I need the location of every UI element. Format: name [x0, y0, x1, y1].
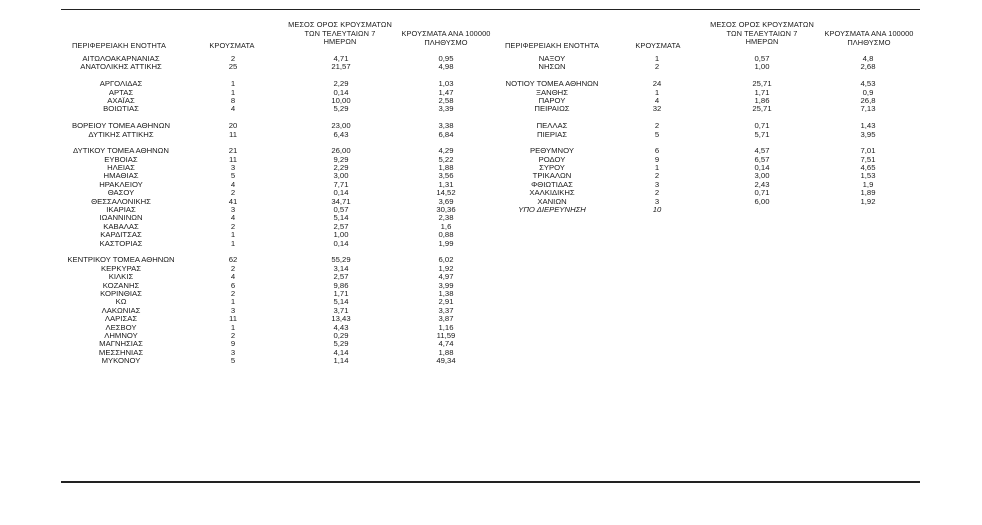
header-region-text: ΠΕΡΙΦΕΡΕΙΑΚΗ ΕΝΟΤΗΤΑ: [505, 41, 599, 50]
table-row: [0, 223, 500, 231]
per-100k-cell: 5,22: [438, 154, 454, 164]
avg-7day-cell: 2,43: [754, 179, 770, 189]
region-name-cell: ΤΡΙΚΑΛΩΝ: [532, 171, 572, 181]
cases-cell: 2: [654, 188, 660, 198]
avg-7day-cell: 1,71: [333, 288, 349, 298]
avg-7day-cell: 5,14: [333, 297, 349, 307]
cases-cell: 62: [228, 255, 238, 265]
per-100k-cell: 1,9: [862, 179, 874, 189]
region-name-cell: ΛΑΡΙΣΑΣ: [104, 314, 138, 324]
region-name-cell: ΘΕΣΣΑΛΟΝΙΚΗΣ: [91, 196, 151, 206]
cases-cell: 2: [654, 171, 660, 181]
per-100k-cell: 7,13: [860, 104, 876, 114]
table-row: [0, 164, 982, 172]
region-name-cell: ΚΕΡΚΥΡΑΣ: [100, 263, 142, 273]
per-100k-cell: 1,03: [438, 79, 454, 89]
table-row: [0, 282, 500, 290]
per-100k-cell: 14,52: [436, 188, 456, 198]
per-100k-cell: 1,31: [438, 179, 454, 189]
spacer-row: [0, 114, 982, 122]
per-100k-cell: 2,68: [860, 62, 876, 72]
avg-7day-cell: 7,71: [333, 179, 349, 189]
table-row: [0, 89, 982, 97]
region-name-cell: ΠΑΡΟΥ: [538, 95, 566, 105]
cases-cell: 32: [652, 104, 662, 114]
per-100k-cell: 26,8: [860, 95, 876, 105]
cases-cell: 3: [230, 347, 236, 357]
header-avg-line-2: ΤΩΝ ΤΕΛΕΥΤΑΙΩΝ 7: [726, 28, 798, 38]
per-100k-cell: 2,91: [438, 297, 454, 307]
cases-cell: 4: [230, 104, 236, 114]
avg-7day-cell: 6,00: [754, 196, 770, 206]
per-100k-cell: 7,51: [860, 154, 876, 164]
cases-cell: 8: [230, 95, 236, 105]
region-name-cell: ΧΑΛΚΙΔΙΚΗΣ: [529, 188, 575, 198]
region-name-cell: ΚΟΖΑΝΗΣ: [102, 280, 140, 290]
header-per-line-1: ΚΡΟΥΣΜΑΤΑ ΑΝΑ 100000: [824, 29, 914, 38]
table-row: [0, 324, 500, 332]
cases-cell: 1: [230, 238, 236, 248]
avg-7day-cell: 4,43: [333, 322, 349, 332]
cases-cell: 11: [229, 154, 237, 164]
region-name-cell: ΞΑΝΘΗΣ: [536, 87, 568, 97]
region-name-cell: ΣΥΡΟΥ: [539, 163, 565, 173]
cases-cell: 4: [230, 213, 236, 223]
cases-cell: 4: [230, 179, 236, 189]
region-name-cell: ΙΩΑΝΝΙΝΩΝ: [99, 213, 143, 223]
cases-cell: 24: [652, 79, 662, 89]
region-name-cell: ΑΝΑΤΟΛΙΚΗΣ ΑΤΤΙΚΗΣ: [80, 62, 162, 72]
table-row: [0, 315, 500, 323]
region-name-cell: ΚΕΝΤΡΙΚΟΥ ΤΟΜΕΑ ΑΘΗΝΩΝ: [67, 255, 175, 265]
region-name-cell: ΚΑΣΤΟΡΙΑΣ: [99, 238, 143, 248]
per-100k-cell: 7,01: [860, 146, 876, 156]
table-row: [0, 80, 982, 88]
region-name-cell: ΗΛΕΙΑΣ: [107, 163, 135, 173]
per-100k-cell: 3,39: [438, 104, 454, 114]
region-name-cell: ΛΑΚΩΝΙΑΣ: [101, 305, 141, 315]
cases-cell: 5: [654, 129, 660, 139]
cases-cell: 3: [230, 305, 236, 315]
table-row: [0, 265, 500, 273]
cases-cell: 2: [230, 330, 236, 340]
table-row: [0, 147, 982, 155]
avg-7day-cell: 2,57: [333, 221, 349, 231]
avg-7day-cell: 25,71: [752, 104, 772, 114]
region-name-cell: ΜΥΚΟΝΟΥ: [101, 356, 141, 366]
avg-7day-cell: 5,29: [333, 104, 349, 114]
region-name-cell: ΡΕΘΥΜΝΟΥ: [530, 146, 574, 156]
per-100k-cell: 30,36: [436, 205, 456, 215]
table-row: [0, 340, 500, 348]
table-row: [0, 273, 500, 281]
avg-7day-cell: 34,71: [331, 196, 351, 206]
per-100k-cell: 1,53: [860, 171, 876, 181]
avg-7day-cell: 1,00: [333, 230, 349, 240]
header-avg-line-3: ΗΜΕΡΩΝ: [745, 37, 779, 46]
region-name-cell: ΜΑΓΝΗΣΙΑΣ: [99, 339, 143, 349]
header-per-line-1: ΚΡΟΥΣΜΑΤΑ ΑΝΑ 100000: [401, 29, 491, 38]
region-name-cell: ΥΠΟ ΔΙΕΡΕΥΝΗΣΗ: [518, 205, 586, 215]
avg-7day-cell: 6,43: [333, 129, 349, 139]
table-row: [0, 189, 982, 197]
avg-7day-cell: 4,71: [333, 54, 349, 63]
cases-cell: 3: [654, 179, 660, 189]
region-name-cell: ΠΙΕΡΙΑΣ: [537, 129, 567, 139]
per-100k-cell: 4,29: [438, 146, 454, 156]
cases-cell: 1: [230, 87, 236, 97]
cases-cell: 11: [229, 314, 237, 324]
avg-7day-cell: 3,00: [754, 171, 770, 181]
avg-7day-cell: 25,71: [752, 79, 772, 89]
per-100k-cell: 3,87: [438, 314, 454, 324]
per-100k-cell: 0,88: [438, 230, 454, 240]
table-row: [0, 181, 982, 189]
left-header-cases: [200, 42, 264, 51]
cases-cell: 21: [228, 146, 238, 156]
table-row: [0, 131, 982, 139]
cases-cell: 1: [230, 297, 236, 307]
region-name-cell: ΒΟΡΕΙΟΥ ΤΟΜΕΑ ΑΘΗΝΩΝ: [71, 121, 171, 131]
per-100k-cell: 2,58: [438, 95, 454, 105]
table-row: [0, 198, 982, 206]
header-avg-line-3: ΗΜΕΡΩΝ: [323, 37, 357, 46]
cases-cell: 10: [652, 205, 662, 215]
cases-cell: 1: [654, 54, 660, 63]
per-100k-cell: 1,88: [438, 163, 454, 173]
table-row: [0, 63, 982, 71]
region-name-cell: ΗΡΑΚΛΕΙΟΥ: [99, 179, 143, 189]
cases-cell: 2: [230, 221, 236, 231]
per-100k-cell: 1,88: [438, 347, 454, 357]
avg-7day-cell: 2,29: [333, 79, 349, 89]
cases-cell: 2: [230, 54, 236, 63]
avg-7day-cell: 0,14: [333, 238, 349, 248]
avg-7day-cell: 0,71: [754, 121, 770, 131]
header-per-line-2: ΠΛΗΘΥΣΜΟ: [847, 37, 891, 47]
region-name-cell: ΙΚΑΡΙΑΣ: [106, 205, 136, 215]
avg-7day-cell: 5,29: [333, 339, 349, 349]
spacer-row: [0, 72, 982, 80]
avg-7day-cell: 0,14: [333, 188, 349, 198]
right-header-region: [497, 42, 607, 51]
cases-cell: 9: [654, 154, 660, 164]
avg-7day-cell: 0,14: [333, 87, 349, 97]
cases-cell: 41: [228, 196, 238, 206]
avg-7day-cell: 23,00: [331, 121, 351, 131]
right-table-body: [0, 55, 982, 214]
header-avg-line-1: ΜΕΣΟΣ ΟΡΟΣ ΚΡΟΥΣΜΑΤΩΝ: [288, 20, 392, 29]
table-row: [0, 349, 500, 357]
cases-cell: 2: [230, 263, 236, 273]
region-name-cell: ΚΙΛΚΙΣ: [108, 272, 134, 282]
cases-cell: 25: [228, 62, 238, 72]
region-name-cell: ΑΡΤΑΣ: [108, 87, 134, 97]
table-row: [0, 214, 500, 222]
avg-7day-cell: 10,00: [331, 95, 351, 105]
region-name-cell: ΑΙΤΩΛΟΑΚΑΡΝΑΝΙΑΣ: [82, 54, 160, 63]
avg-7day-cell: 9,29: [333, 154, 349, 164]
left-header-per100k: [388, 30, 504, 47]
region-name-cell: ΑΧΑΪΑΣ: [107, 95, 135, 105]
header-avg-line-1: ΜΕΣΟΣ ΟΡΟΣ ΚΡΟΥΣΜΑΤΩΝ: [710, 20, 814, 29]
per-100k-cell: 49,34: [436, 356, 456, 366]
table-row: [0, 290, 500, 298]
avg-7day-cell: 13,43: [331, 314, 351, 324]
avg-7day-cell: 3,00: [333, 171, 349, 181]
table-row: [0, 307, 500, 315]
avg-7day-cell: 4,57: [754, 146, 770, 156]
cases-cell: 1: [654, 87, 660, 97]
table-row: [0, 332, 500, 340]
table-row: [0, 55, 982, 63]
region-name-cell: ΘΑΣΟΥ: [107, 188, 135, 198]
region-name-cell: ΦΘΙΩΤΙΔΑΣ: [531, 179, 573, 189]
table-row: [0, 231, 500, 239]
cases-cell: 1: [654, 163, 660, 173]
cases-cell: 4: [654, 95, 660, 105]
region-name-cell: ΚΑΡΔΙΤΣΑΣ: [100, 230, 142, 240]
region-name-cell: ΝΑΞΟΥ: [538, 54, 566, 63]
per-100k-cell: 4,98: [438, 62, 454, 72]
region-name-cell: ΛΕΣΒΟΥ: [105, 322, 137, 332]
avg-7day-cell: 0,14: [754, 163, 770, 173]
cases-cell: 6: [654, 146, 660, 156]
avg-7day-cell: 1,71: [754, 87, 770, 97]
cases-cell: 5: [230, 171, 236, 181]
per-100k-cell: 1,6: [440, 221, 452, 231]
avg-7day-cell: 1,86: [754, 95, 770, 105]
header-cases-text: ΚΡΟΥΣΜΑΤΑ: [209, 41, 255, 50]
per-100k-cell: 3,38: [438, 121, 454, 131]
per-100k-cell: 1,38: [438, 288, 454, 298]
right-header-per100k: [808, 30, 930, 47]
cases-cell: 2: [230, 288, 236, 298]
table-row: [0, 97, 982, 105]
avg-7day-cell: 0,29: [333, 330, 349, 340]
avg-7day-cell: 21,57: [331, 62, 351, 72]
table-row: [0, 172, 982, 180]
region-name-cell: ΠΕΙΡΑΙΩΣ: [534, 104, 570, 114]
table-row: [0, 206, 982, 214]
avg-7day-cell: 2,29: [333, 163, 349, 173]
per-100k-cell: 1,92: [860, 196, 876, 206]
cases-cell: 3: [230, 163, 236, 173]
left-header-region: [64, 42, 174, 51]
region-name-cell: ΚΩ: [115, 297, 127, 307]
cases-cell: 1: [230, 230, 236, 240]
table-row: [0, 122, 982, 130]
table-row: [0, 156, 982, 164]
region-name-cell: ΝΗΣΩΝ: [538, 62, 566, 72]
region-name-cell: ΠΕΛΛΑΣ: [536, 121, 568, 131]
avg-7day-cell: 1,14: [333, 356, 349, 366]
per-100k-cell: 4,74: [438, 339, 454, 349]
per-100k-cell: 1,92: [438, 263, 454, 273]
region-name-cell: ΗΜΑΘΙΑΣ: [103, 171, 139, 181]
cases-cell: 2: [230, 188, 236, 198]
region-name-cell: ΧΑΝΙΩΝ: [537, 196, 567, 206]
bottom-rule: [61, 481, 920, 483]
avg-7day-cell: 9,86: [333, 280, 349, 290]
region-name-cell: ΚΟΡΙΝΘΙΑΣ: [100, 288, 142, 298]
per-100k-cell: 1,16: [438, 322, 454, 332]
region-name-cell: ΝΟΤΙΟΥ ΤΟΜΕΑ ΑΘΗΝΩΝ: [505, 79, 599, 89]
cases-cell: 1: [230, 79, 236, 89]
cases-cell: 3: [654, 196, 660, 206]
left-header-avg: [280, 21, 400, 47]
right-header-cases: [626, 42, 690, 51]
cases-cell: 1: [230, 322, 236, 332]
per-100k-cell: 3,37: [438, 305, 454, 315]
avg-7day-cell: 3,14: [333, 263, 349, 273]
cases-cell: 5: [230, 356, 236, 366]
avg-7day-cell: 4,14: [333, 347, 349, 357]
per-100k-cell: 4,53: [860, 79, 876, 89]
avg-7day-cell: 2,57: [333, 272, 349, 282]
cases-cell: 9: [230, 339, 236, 349]
per-100k-cell: 0,9: [862, 87, 874, 97]
cases-cell: 11: [229, 129, 237, 139]
table-row: [0, 256, 500, 264]
avg-7day-cell: 0,57: [333, 205, 349, 215]
cases-cell: 3: [230, 205, 236, 215]
header-region-text: ΠΕΡΙΦΕΡΕΙΑΚΗ ΕΝΟΤΗΤΑ: [72, 41, 166, 50]
per-100k-cell: 6,02: [438, 255, 454, 265]
right-header-avg: [702, 21, 822, 47]
per-100k-cell: 1,43: [860, 121, 876, 131]
region-name-cell: ΛΗΜΝΟΥ: [104, 330, 138, 340]
per-100k-cell: 3,56: [438, 171, 454, 181]
region-name-cell: ΒΟΙΩΤΙΑΣ: [103, 104, 139, 114]
per-100k-cell: 6,84: [438, 129, 454, 139]
table-row: [0, 240, 500, 248]
region-name-cell: ΔΥΤΙΚΗΣ ΑΤΤΙΚΗΣ: [88, 129, 154, 139]
per-100k-cell: 3,95: [860, 129, 876, 139]
avg-7day-cell: 5,14: [333, 213, 349, 223]
table-row: [0, 105, 982, 113]
header-cases-text: ΚΡΟΥΣΜΑΤΑ: [635, 41, 681, 50]
per-100k-cell: 1,89: [860, 188, 876, 198]
per-100k-cell: 1,99: [438, 238, 454, 248]
spacer-row: [0, 139, 982, 147]
region-name-cell: ΡΟΔΟΥ: [538, 154, 566, 164]
table-row: [0, 357, 500, 365]
avg-7day-cell: 6,57: [754, 154, 770, 164]
per-100k-cell: 1,47: [438, 87, 454, 97]
avg-7day-cell: 1,00: [754, 62, 770, 72]
per-100k-cell: 11,59: [436, 330, 456, 340]
avg-7day-cell: 3,71: [333, 305, 349, 315]
per-100k-cell: 4,97: [438, 272, 454, 282]
header-avg-line-2: ΤΩΝ ΤΕΛΕΥΤΑΙΩΝ 7: [304, 28, 376, 38]
cases-cell: 6: [230, 280, 236, 290]
cases-cell: 20: [228, 121, 238, 131]
region-name-cell: ΕΥΒΟΙΑΣ: [104, 154, 138, 164]
avg-7day-cell: 0,71: [754, 188, 770, 198]
table-row: [0, 298, 500, 306]
avg-7day-cell: 26,00: [331, 146, 351, 156]
per-100k-cell: 2,38: [438, 213, 454, 223]
per-100k-cell: 0,95: [438, 54, 454, 63]
per-100k-cell: 3,99: [438, 280, 454, 290]
avg-7day-cell: 55,29: [331, 255, 351, 265]
header-per-line-2: ΠΛΗΘΥΣΜΟ: [424, 37, 468, 47]
region-name-cell: ΜΕΣΣΗΝΙΑΣ: [98, 347, 144, 357]
avg-7day-cell: 0,57: [754, 54, 770, 63]
per-100k-cell: 4,8: [862, 54, 874, 63]
cases-cell: 4: [230, 272, 236, 282]
region-name-cell: ΚΑΒΑΛΑΣ: [103, 221, 139, 231]
region-name-cell: ΔΥΤΙΚΟΥ ΤΟΜΕΑ ΑΘΗΝΩΝ: [73, 146, 169, 156]
cases-cell: 2: [654, 121, 660, 131]
avg-7day-cell: 5,71: [754, 129, 770, 139]
top-rule: [61, 9, 920, 10]
region-name-cell: ΑΡΓΟΛΙΔΑΣ: [99, 79, 143, 89]
cases-cell: 2: [654, 62, 660, 72]
per-100k-cell: 4,65: [860, 163, 876, 173]
per-100k-cell: 3,69: [438, 196, 454, 206]
